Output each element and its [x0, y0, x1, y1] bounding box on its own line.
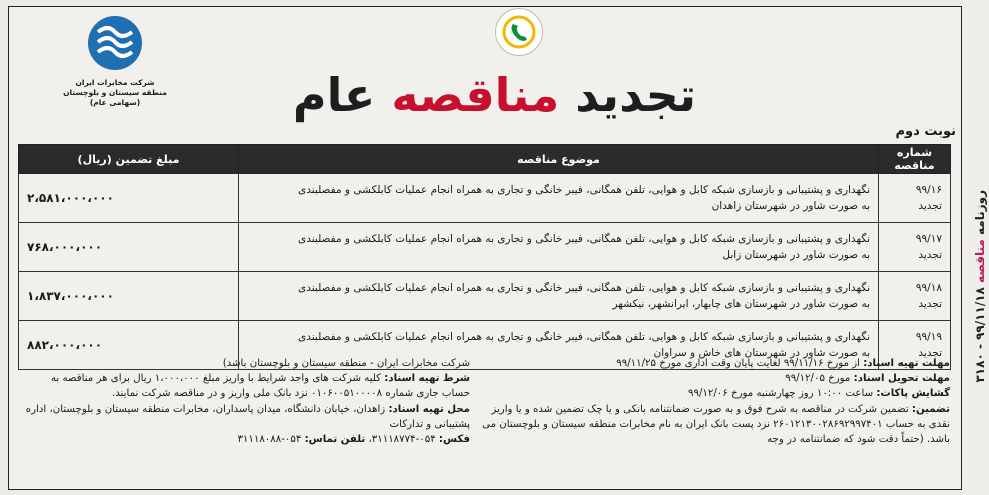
notice-title	[0, 68, 989, 122]
company-name-line: (سهامی عام)	[89, 98, 141, 107]
newspaper-name: روزنامه	[973, 190, 987, 235]
guarantee-label: تضمین:	[911, 403, 950, 415]
phone-label: تلفن تماس:	[304, 434, 366, 446]
fax-label: فکس:	[438, 434, 470, 446]
delivery-line	[472, 371, 950, 386]
phone-number: ۰۵۴-۳۱۱۱۸۰۸۸	[237, 434, 302, 446]
subject-line: به صورت شاور در شهرستان های خاش و سراوان	[653, 347, 870, 359]
table-row	[19, 272, 951, 321]
table-header-row	[19, 145, 951, 174]
issue-date-number: ۹۹/۱۱/۱۸ - ۳۱۸۰	[973, 287, 987, 383]
deadline-label: مهلت تهیه اسناد:	[863, 358, 950, 369]
subject-cell	[239, 272, 879, 321]
tender-number-cell	[879, 223, 951, 272]
tender-number: ۹۹/۱۶	[915, 184, 942, 196]
guarantee-text: تضمین شرکت در مناقصه به شرح فوق و به صورت ضمانتنامه بانکی و یا چک تضمین شده و یا واریز نقدی به حساب ۲۶۰۱۲۱۳۰۰۲۸۶۹۲۹۹۷۴۰۱ نزد پست بانک ایران به نام مخابرات منطقه سیستان و بلوچستان می باشد. (حتماً دقت شود که ضمانتنامه در وجه	[482, 403, 950, 446]
delivery-label: مهلت تحویل اسناد:	[853, 373, 950, 385]
tender-number: ۹۹/۱۷	[915, 233, 942, 245]
details-left-column	[24, 356, 470, 447]
company-name-line: منطقه سیستان و بلوچستان	[63, 88, 167, 97]
fax-number: ۰۵۴-۳۱۱۱۸۷۷۴،	[368, 434, 436, 446]
opening-label: گشایش پاکات:	[876, 388, 950, 400]
newspaper-masthead-vertical	[973, 190, 987, 383]
company-name-line: شرکت مخابرات ایران	[75, 78, 155, 87]
subject-line: نگهداری و پشتیبانی و بازسازی شبکه کابل و هوایی، تلفن همگانی، فیبر خانگی و تجاری به همراه انجام عملیات کابلکشی و مفصلبندی	[298, 184, 870, 196]
deadline-line	[472, 356, 950, 371]
subject-line: به صورت شاور در شهرستان زابل	[722, 249, 870, 261]
tender-status: تجدید	[918, 249, 942, 261]
opening-text: ساعت ۱۰:۰۰ روز چهارشنبه مورخ ۹۹/۱۲/۰۶	[688, 388, 874, 400]
address-paragraph	[24, 402, 470, 432]
details-section	[18, 356, 950, 482]
guarantee-amount: ۷۶۸،۰۰۰،۰۰۰	[19, 223, 239, 272]
round-label: نوبت دوم	[895, 124, 956, 139]
delivery-text: مورخ ۹۹/۱۲/۰۵	[785, 373, 851, 385]
tender-number: ۹۹/۱۸	[915, 282, 942, 294]
tender-number-cell	[879, 174, 951, 223]
title-word-monaghese: مناقصه	[391, 68, 560, 122]
intro-line: شرکت مخابرات ایران - منطقه سیستان و بلوچستان باشد)	[222, 358, 470, 369]
tender-table	[18, 144, 951, 370]
table-row	[19, 223, 951, 272]
conditions-paragraph	[24, 371, 470, 401]
subject-line: نگهداری و پشتیبانی و بازسازی شبکه کابل و هوایی، تلفن همگانی، فیبر خانگی و تجاری به همراه انجام عملیات کابلکشی و مفصلبندی	[298, 331, 870, 343]
tender-status: تجدید	[918, 298, 942, 310]
header-subject: موضوع مناقصه	[239, 145, 879, 174]
tender-status: تجدید	[918, 347, 942, 359]
guarantee-amount: ۲،۵۸۱،۰۰۰،۰۰۰	[19, 174, 239, 223]
table-row	[19, 174, 951, 223]
newspaper-name-accent: مناقصه	[973, 239, 987, 283]
subject-line: نگهداری و پشتیبانی و بازسازی شبکه کابل و هوایی، تلفن همگانی، فیبر خانگی و تجاری به همراه انجام عملیات کابلکشی و مفصلبندی	[298, 233, 870, 245]
subject-line: به صورت شاور در شهرستان زاهدان	[711, 200, 870, 212]
tender-number-cell	[879, 272, 951, 321]
guarantee-paragraph	[472, 402, 950, 448]
address-text: زاهدان، خیابان دانشگاه، میدان پاسداران، مخابرات منطقه سیستان و بلوچستان، اداره پشتیبانی و تدارکات	[25, 403, 470, 430]
tender-number: ۹۹/۱۹	[915, 331, 942, 343]
phone-icon	[495, 8, 543, 56]
header-tender-number: شماره مناقصه	[879, 145, 951, 174]
title-word-tajdid: تجدید	[575, 68, 697, 122]
telecom-emblem-icon	[84, 12, 146, 74]
guarantee-amount: ۱،۸۳۷،۰۰۰،۰۰۰	[19, 272, 239, 321]
header-guarantee: مبلغ تضمین (ریال)	[19, 145, 239, 174]
contact-line	[24, 432, 470, 447]
subject-cell	[239, 174, 879, 223]
subject-cell	[239, 223, 879, 272]
opening-line	[472, 386, 950, 401]
subject-line: نگهداری و پشتیبانی و بازسازی شبکه کابل و هوایی، تلفن همگانی، فیبر خانگی و تجاری به همراه انجام عملیات کابلکشی و مفصلبندی	[298, 282, 870, 294]
guarantee-amount: ۸۸۲،۰۰۰،۰۰۰	[19, 321, 239, 370]
details-right-column	[472, 356, 950, 447]
title-word-aam: عام	[292, 68, 376, 122]
tender-status: تجدید	[918, 200, 942, 212]
conditions-text: کلیه شرکت های واجد شرایط با واریز مبلغ ۱،۰۰۰،۰۰۰ ریال برای هر مناقصه به حساب جاری شماره ۰۱۰۶۰۰۵۱۰۰۰۰۸ نزد بانک ملی واریز و در مناقصه شرکت نمایند.	[50, 373, 470, 400]
subject-line: به صورت شاور در شهرستان های چابهار، ایرانشهر، نیکشهر	[612, 298, 870, 310]
address-label: محل تهیه اسناد:	[388, 403, 470, 415]
deadline-text: از مورخ ۹۹/۱۱/۱۶ لغایت پایان وقت اداری مورخ ۹۹/۱۱/۲۵	[616, 358, 860, 369]
conditions-label: شرط تهیه اسناد:	[384, 373, 470, 385]
